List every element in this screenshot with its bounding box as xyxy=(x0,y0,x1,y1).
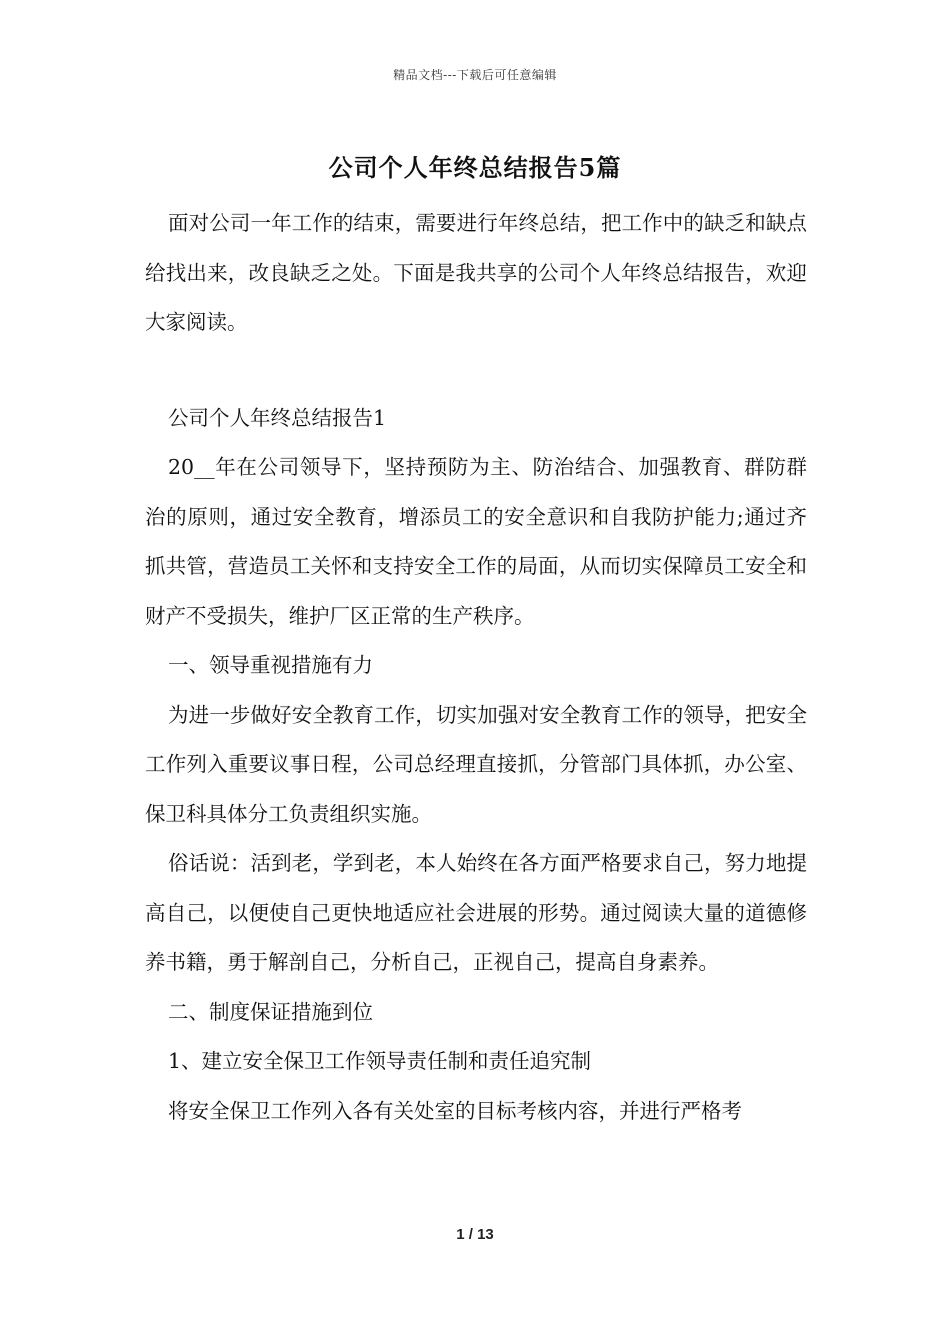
paragraph-2: 为进一步做好安全教育工作，切实加强对安全教育工作的领导，把安全工作列入重要议事日程，公司总经理直接抓，分管部门具体抓，办公室、保卫科具体分工负责组织实施。 xyxy=(145,702,807,826)
intro-paragraph: 面对公司一年工作的结束，需要进行年终总结，把工作中的缺乏和缺点给找出来，改良缺乏之处。下面是我共享的公司个人年终总结报告，欢迎大家阅读。 xyxy=(145,211,807,334)
page-header: 精品文档---下载后可任意编辑 xyxy=(393,68,557,82)
subheading-2: 二、制度保证措施到位 xyxy=(168,999,373,1024)
spacer xyxy=(145,348,807,394)
section-heading: 公司个人年终总结报告1 xyxy=(168,405,387,430)
subheading-1: 一、领导重视措施有力 xyxy=(168,653,373,677)
page-number: 1 / 13 xyxy=(456,1226,494,1243)
subheading-3: 1、建立安全保卫工作领导责任制和责任追究制 xyxy=(168,1049,592,1073)
paragraph-3: 俗话说：活到老，学到老，本人始终在各方面严格要求自己，努力地提高自己，以便使自己更快地适应社会进展的形势。通过阅读大量的道德修养书籍，勇于解剖自己，分析自己，正视自己，提高自身素养。 xyxy=(145,851,807,974)
paragraph-1: 20__年在公司领导下，坚持预防为主、防治结合、加强教育、群防群治的原则，通过安全教育，增添员工的安全意识和自我防护能力;通过齐抓共管，营造员工关怀和支持安全工作的局面，从而切实保障员工安全和财产不受损失，维护厂区正常的生产秩序。 xyxy=(145,455,807,628)
paragraph-4: 将安全保卫工作列入各有关处室的目标考核内容，并进行严格考 xyxy=(168,1098,742,1123)
document-body xyxy=(145,199,807,1136)
document-title: 公司个人年终总结报告5篇 xyxy=(328,153,622,182)
